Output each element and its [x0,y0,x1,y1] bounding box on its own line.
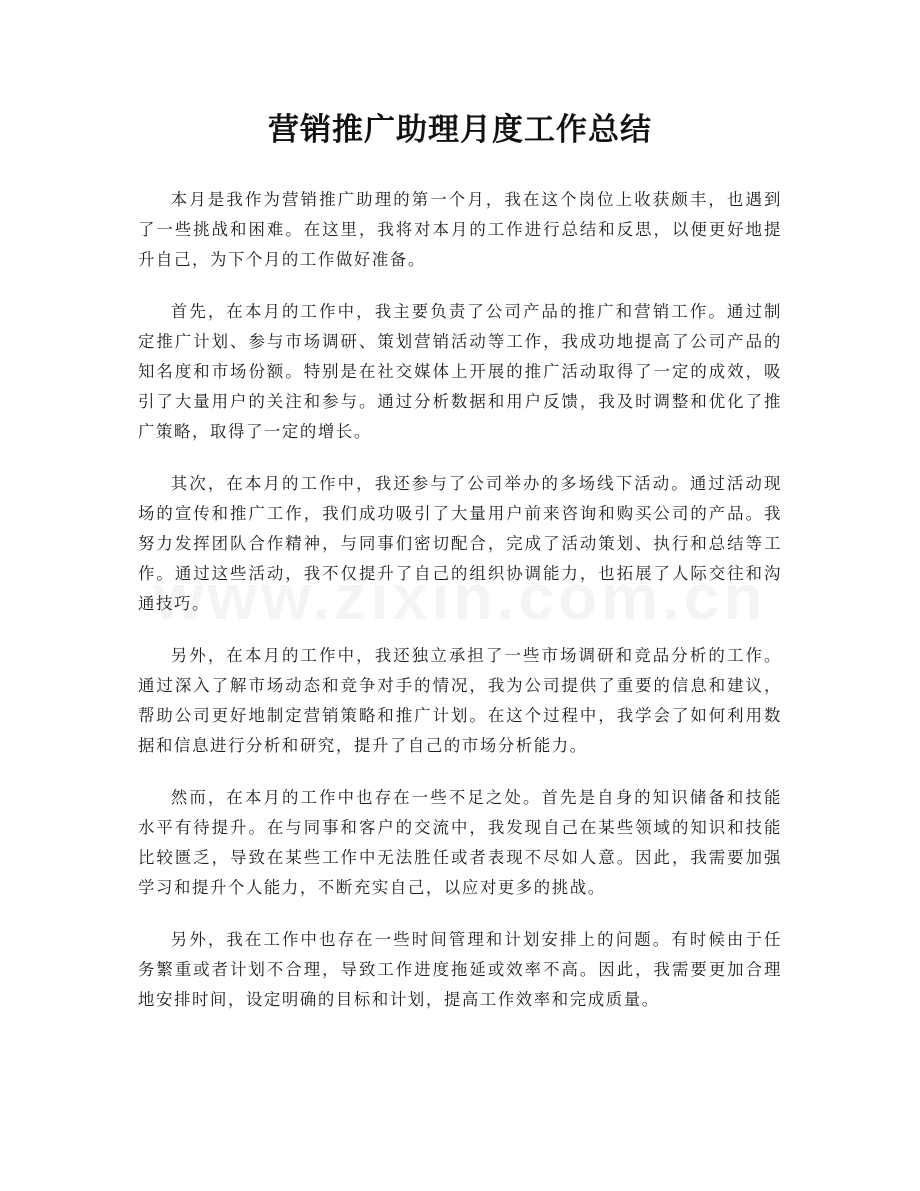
paragraph-3: 其次，在本月的工作中，我还参与了公司举办的多场线下活动。通过活动现场的宣传和推广工作，我们成功吸引了大量用户前来咨询和购买公司的产品。我努力发挥团队合作精神，与同事们密切配合，完成了活动策划、执行和总结等工作。通过这些活动，我不仅提升了自己的组织协调能力，也拓展了人际交往和沟通技巧。 [138,474,782,613]
document-body [138,185,782,1037]
paragraph-2: 首先，在本月的工作中，我主要负责了公司产品的推广和营销工作。通过制定推广计划、参与市场调研、策划营销活动等工作，我成功地提高了公司产品的知名度和市场份额。特别是在社交媒体上开展的推广活动取得了一定的成效，吸引了大量用户的关注和参与。通过分析数据和用户反馈，我及时调整和优化了推广策略，取得了一定的增长。 [138,302,782,441]
paragraph-1: 本月是我作为营销推广助理的第一个月，我在这个岗位上收获颇丰，也遇到了一些挑战和困难。在这里，我将对本月的工作进行总结和反思，以便更好地提升自己，为下个月的工作做好准备。 [138,190,782,269]
paragraph-6: 另外，我在工作中也存在一些时间管理和计划安排上的问题。有时候由于任务繁重或者计划不合理，导致工作进度拖延或效率不高。因此，我需要更加合理地安排时间，设定明确的目标和计划，提高工作效率和完成质量。 [138,930,782,1009]
paragraph-4: 另外，在本月的工作中，我还独立承担了一些市场调研和竞品分析的工作。通过深入了解市场动态和竞争对手的情况，我为公司提供了重要的信息和建议，帮助公司更好地制定营销策略和推广计划。在这个过程中，我学会了如何利用数据和信息进行分析和研究，提升了自己的市场分析能力。 [138,646,782,755]
document-title: 营销推广助理月度工作总结 [268,112,652,148]
paragraph-5: 然而，在本月的工作中也存在一些不足之处。首先是自身的知识储备和技能水平有待提升。在与同事和客户的交流中，我发现自己在某些领域的知识和技能比较匮乏，导致在某些工作中无法胜任或者表现不尽如人意。因此，我需要加强学习和提升个人能力，不断充实自己，以应对更多的挑战。 [138,788,782,897]
